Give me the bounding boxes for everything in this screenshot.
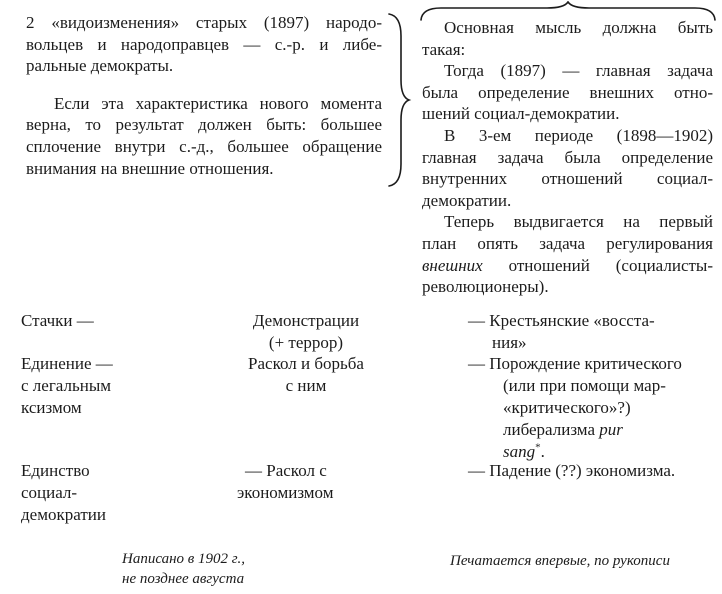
text-line — [468, 419, 682, 441]
text-line: Печатается впервые, по рукописи — [450, 553, 670, 569]
publication-note — [450, 551, 670, 571]
text-line: — Порождение критического — [468, 354, 682, 373]
table-cell-split-with-economism — [237, 460, 334, 504]
text-line: внимания на внешние отношения. — [26, 158, 274, 178]
text-line: ксизмом — [21, 398, 82, 417]
text-line: социал- — [21, 483, 78, 502]
table-cell-demonstrations — [238, 310, 374, 354]
text-line: план опять задача регулирования — [422, 233, 713, 253]
text-line: верна, то результат должен быть: большее — [26, 115, 382, 135]
text-line: демократии. — [422, 190, 512, 210]
text-line: Стачки — — [21, 311, 94, 330]
text-line: Единство — [21, 461, 90, 480]
text-line: ния» — [492, 333, 527, 352]
table-cell-unity-social-democracy — [21, 460, 106, 526]
text-segment: отношений (социалисты- — [482, 255, 713, 275]
text-segment: . — [540, 442, 545, 461]
footnote-asterisk: * — [535, 441, 541, 454]
emphasized-word: pur — [599, 420, 623, 439]
emphasized-word: внешних — [422, 255, 483, 275]
text-line: не позднее августа — [122, 571, 245, 587]
paragraph-1 — [26, 12, 382, 77]
text-line: Написано в 1902 г., — [122, 551, 245, 567]
text-line: с ним — [285, 376, 327, 395]
text-line: шений социал-демократии. — [422, 104, 620, 124]
table-cell-split-and-struggle — [238, 353, 374, 397]
right-paragraph-block — [422, 17, 713, 298]
text-line: экономизмом — [237, 483, 334, 502]
text-line: ральные демократы. — [26, 56, 174, 76]
table-cell-strikes — [21, 310, 94, 332]
right-curly-brace — [386, 12, 412, 188]
text-line — [422, 255, 713, 277]
left-paragraph-block — [26, 12, 382, 179]
text-line: Раскол и борьба — [248, 354, 364, 373]
text-line: главная задача была определение — [422, 147, 713, 167]
text-line: — Раскол с — [245, 461, 327, 480]
text-segment: либерализма — [503, 420, 600, 439]
table-cell-unity-legal-marxism — [21, 353, 113, 419]
text-line: Теперь выдвигается на первый — [444, 212, 713, 232]
text-line: демократии — [21, 505, 106, 524]
text-line: Демонстрации — [252, 311, 360, 330]
text-line: сплочение внутри с.-д., большее обращение — [26, 136, 382, 156]
text-line: такая: — [422, 39, 466, 59]
text-line: Если эта характеристика нового момента — [54, 93, 382, 113]
text-line: внутренних отношений социал- — [422, 169, 713, 189]
table-cell-critical-liberalism — [468, 353, 682, 463]
text-line: (+ террор) — [268, 333, 344, 352]
text-line: была определение внешних отно- — [422, 82, 713, 102]
table-cell-fall-of-economism — [468, 460, 675, 482]
paragraph-2 — [26, 93, 382, 179]
text-line: 2 «видоизменения» старых (1897) народо- — [26, 13, 382, 32]
text-line: Основная мысль должна быть — [444, 18, 713, 37]
text-line: с легальным — [21, 376, 112, 395]
text-line: вольцев и народоправцев — с.-р. и либе- — [26, 34, 382, 54]
text-line: Единение — — [21, 354, 113, 373]
text-line: — Падение (??) экономизма. — [468, 461, 676, 480]
text-line: революционеры). — [422, 277, 549, 297]
text-line: — Крестьянские «восста- — [468, 311, 655, 330]
table-cell-peasant-revolts — [468, 310, 655, 354]
text-line: Тогда (1897) — главная задача — [444, 61, 713, 81]
text-line: В 3-ем периоде (1898—1902) — [444, 125, 713, 145]
text-line: (или при помощи мар- — [503, 376, 666, 395]
emphasized-word: sang — [503, 442, 536, 461]
written-date-note — [122, 549, 245, 589]
text-line: «критического»?) — [503, 398, 631, 417]
